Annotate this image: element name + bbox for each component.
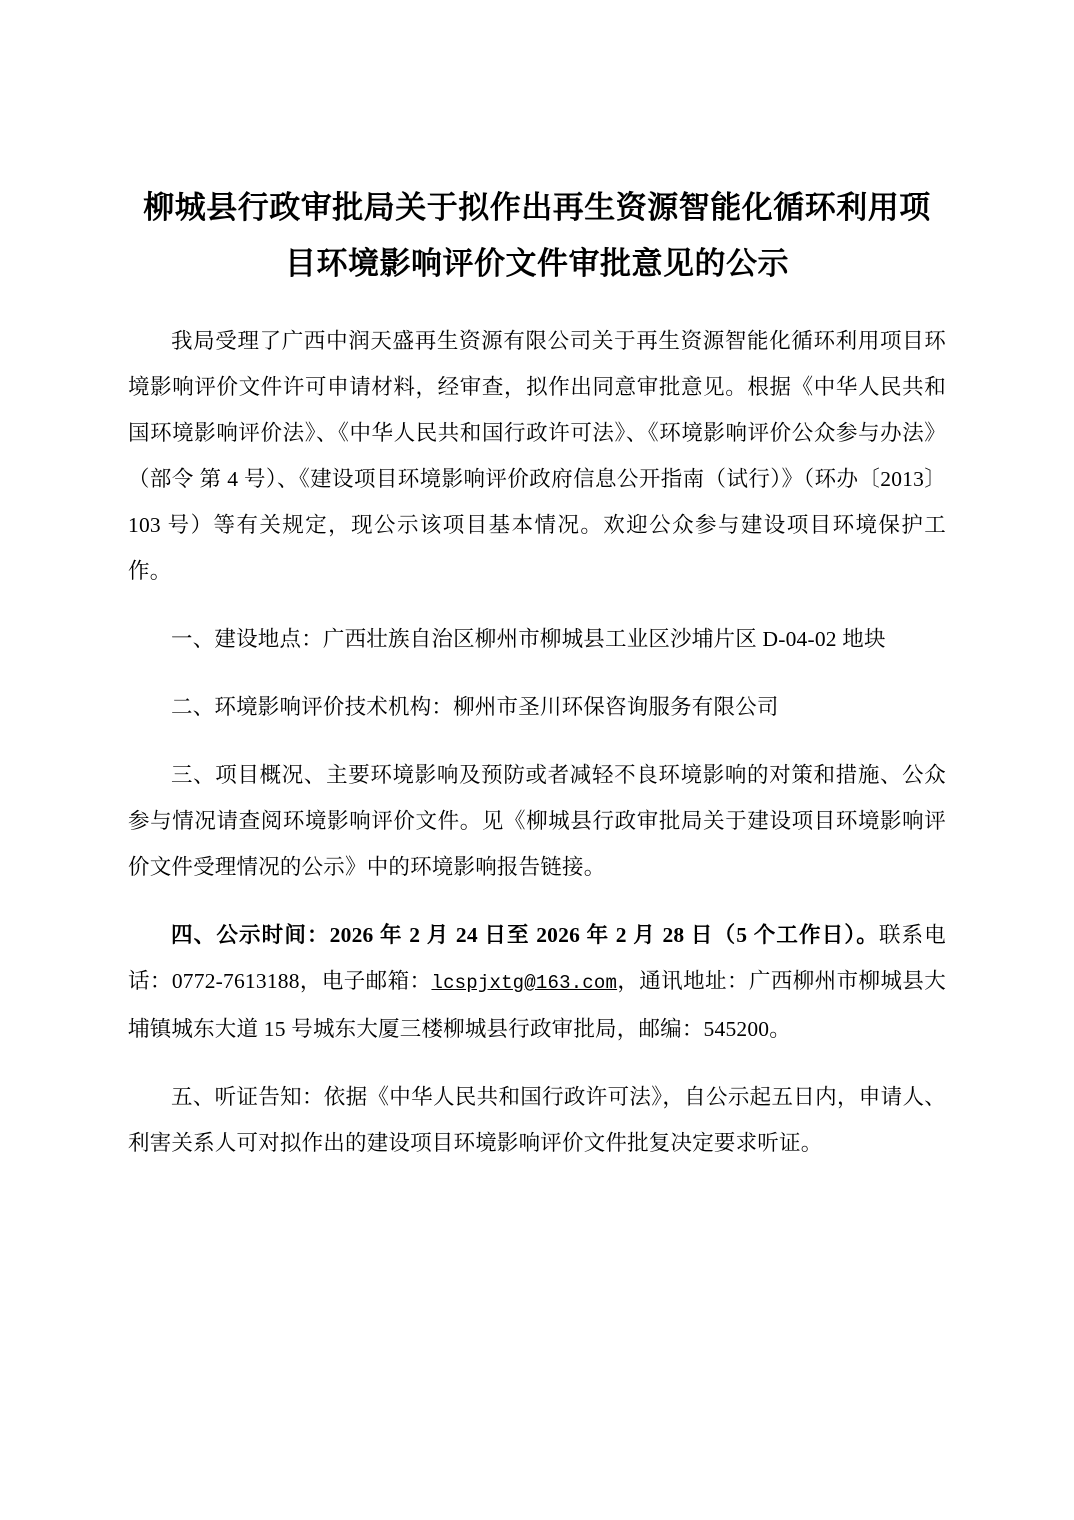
item-3-overview: 三、项目概况、主要环境影响及预防或者减轻不良环境影响的对策和措施、公众参与情况请查阅环境影响评价文件。见《柳城县行政审批局关于建设项目环境影响评价文件受理情况的公示》中的环境影响报告链接。 — [128, 763, 946, 879]
intro-paragraph: 我局受理了广西中润天盛再生资源有限公司关于再生资源智能化循环利用项目环境影响评价文件许可申请材料，经审查，拟作出同意审批意见。根据《中华人民共和国环境影响评价法》、《中华人民共和国行政许可法》、《环境影响评价公众参与办法》（部令 第 4 号）、《建设项目环境影响评价政府信息公开指南（试行）》（环办〔2013〕103 号）等有关规定，现公示该项目基本情况。欢迎公众参与建设项目环境保护工作。 — [128, 329, 946, 583]
item-2-agency: 二、环境影响评价技术机构：柳州市圣川环保咨询服务有限公司 — [171, 695, 779, 719]
item-4-phone-label: 联系电话： — [128, 923, 946, 993]
email-link[interactable]: lcspjxtg@163.com — [431, 972, 618, 994]
item-4-label: 四、公示时间： — [171, 923, 330, 947]
item-5-hearing-notice: 五、听证告知：依据《中华人民共和国行政许可法》，自公示起五日内，申请人、利害关系人可对拟作出的建设项目环境影响评价文件批复决定要求听证。 — [128, 1085, 946, 1155]
page-title: 柳城县行政审批局关于拟作出再生资源智能化循环利用项目环境影响评价文件审批意见的公示 — [143, 190, 931, 281]
item-4-publicity-period — [128, 912, 946, 1052]
item-4-address: ，通讯地址：广西柳州市柳城县大埔镇城东大道 15 号城东大厦三楼柳城县行政审批局，邮编：545200。 — [128, 969, 946, 1041]
item-4-email-label: ，电子邮箱： — [299, 969, 432, 993]
item-4-dates: 2026 年 2 月 24 日至 2026 年 2 月 28 日（5 个工作日）。 — [329, 923, 879, 947]
item-1-location: 一、建设地点：广西壮族自治区柳州市柳城县工业区沙埔片区 D-04-02 地块 — [171, 627, 886, 651]
item-4-phone-value: 0772-7613188 — [171, 969, 300, 993]
